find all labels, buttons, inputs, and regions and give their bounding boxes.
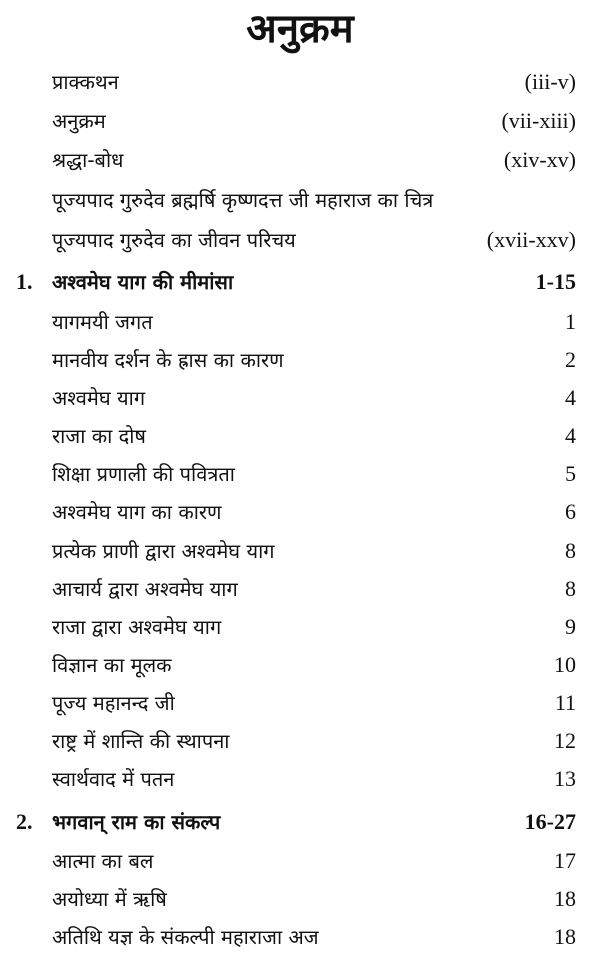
section-page: 18 xyxy=(554,886,576,911)
entry-pages: (xiv-xv) xyxy=(503,147,576,172)
section-item xyxy=(0,761,600,797)
section-label: अयोध्या में ऋषि xyxy=(52,887,167,911)
section-page: 13 xyxy=(554,766,576,791)
section-item xyxy=(0,685,600,721)
chapter-heading xyxy=(0,804,600,840)
section-item xyxy=(0,843,600,879)
section-item xyxy=(0,494,600,530)
entry-label: पूज्यपाद गुरुदेव ब्रह्मर्षि कृष्णदत्त जी महाराज का चित्र xyxy=(52,188,434,212)
front-matter-item xyxy=(0,64,600,100)
entry-pages: (vii-xiii) xyxy=(501,108,576,133)
section-item xyxy=(0,919,600,955)
section-label: मानवीय दर्शन के ह्रास का कारण xyxy=(52,348,284,372)
section-page: 8 xyxy=(565,576,576,601)
section-label: शिक्षा प्रणाली की पवित्रता xyxy=(52,462,235,486)
section-page: 1 xyxy=(565,309,576,334)
section-page: 4 xyxy=(565,423,576,448)
front-matter-item xyxy=(0,222,600,258)
chapter-heading xyxy=(0,264,600,300)
page-title: अनुक्रम xyxy=(246,6,354,52)
section-item xyxy=(0,723,600,759)
front-matter-item xyxy=(0,103,600,139)
section-item xyxy=(0,571,600,607)
section-page: 5 xyxy=(565,461,576,486)
section-item xyxy=(0,647,600,683)
entry-label: प्राक्कथन xyxy=(52,70,119,94)
section-item xyxy=(0,533,600,569)
section-page: 9 xyxy=(565,614,576,639)
chapter-number: 2. xyxy=(16,809,33,834)
section-label: आचार्य द्वारा अश्वमेघ याग xyxy=(52,577,238,601)
chapter-title: अश्वमेघ याग की मीमांसा xyxy=(52,270,234,294)
section-label: पूज्य महानन्द जी xyxy=(52,691,175,715)
entry-label: श्रद्धा-बोध xyxy=(52,148,124,172)
chapter-pages: 1-15 xyxy=(535,269,576,294)
entry-pages: (iii-v) xyxy=(524,69,576,94)
section-label: स्वार्थवाद में पतन xyxy=(52,767,175,791)
section-item xyxy=(0,380,600,416)
section-page: 6 xyxy=(565,499,576,524)
chapter-pages: 16-27 xyxy=(524,809,576,834)
section-page: 11 xyxy=(554,690,576,715)
section-page: 10 xyxy=(554,652,576,677)
entry-label: अनुक्रम xyxy=(52,109,106,133)
entry-label: पूज्यपाद गुरुदेव का जीवन परिचय xyxy=(52,228,296,252)
section-item xyxy=(0,418,600,454)
section-page: 8 xyxy=(565,538,576,563)
section-label: आत्मा का बल xyxy=(52,849,154,873)
section-label: विज्ञान का मूलक xyxy=(52,653,172,677)
section-page: 18 xyxy=(554,924,576,949)
section-item xyxy=(0,342,600,378)
section-page: 17 xyxy=(554,848,576,873)
front-matter-item xyxy=(0,142,600,178)
chapter-title: भगवान् राम का संकल्प xyxy=(52,810,221,834)
entry-pages: (xvii-xxv) xyxy=(486,227,576,252)
section-label: यागमयी जगत xyxy=(52,310,153,334)
section-item xyxy=(0,456,600,492)
chapter-number: 1. xyxy=(16,269,33,294)
section-label: राष्ट्र में शान्ति की स्थापना xyxy=(52,729,230,753)
section-page: 2 xyxy=(565,347,576,372)
section-label: अतिथि यज्ञ के संकल्पी महाराजा अज xyxy=(52,925,319,949)
section-label: प्रत्येक प्राणी द्वारा अश्वमेघ याग xyxy=(52,539,275,563)
section-page: 4 xyxy=(565,385,576,410)
section-page: 12 xyxy=(554,728,576,753)
section-item xyxy=(0,881,600,917)
section-item xyxy=(0,304,600,340)
section-label: राजा द्वारा अश्वमेघ याग xyxy=(52,615,222,639)
section-label: राजा का दोष xyxy=(52,424,146,448)
front-matter-item xyxy=(0,182,600,218)
section-label: अश्वमेघ याग का कारण xyxy=(52,500,222,524)
section-label: अश्वमेघ याग xyxy=(52,386,146,410)
section-item xyxy=(0,609,600,645)
